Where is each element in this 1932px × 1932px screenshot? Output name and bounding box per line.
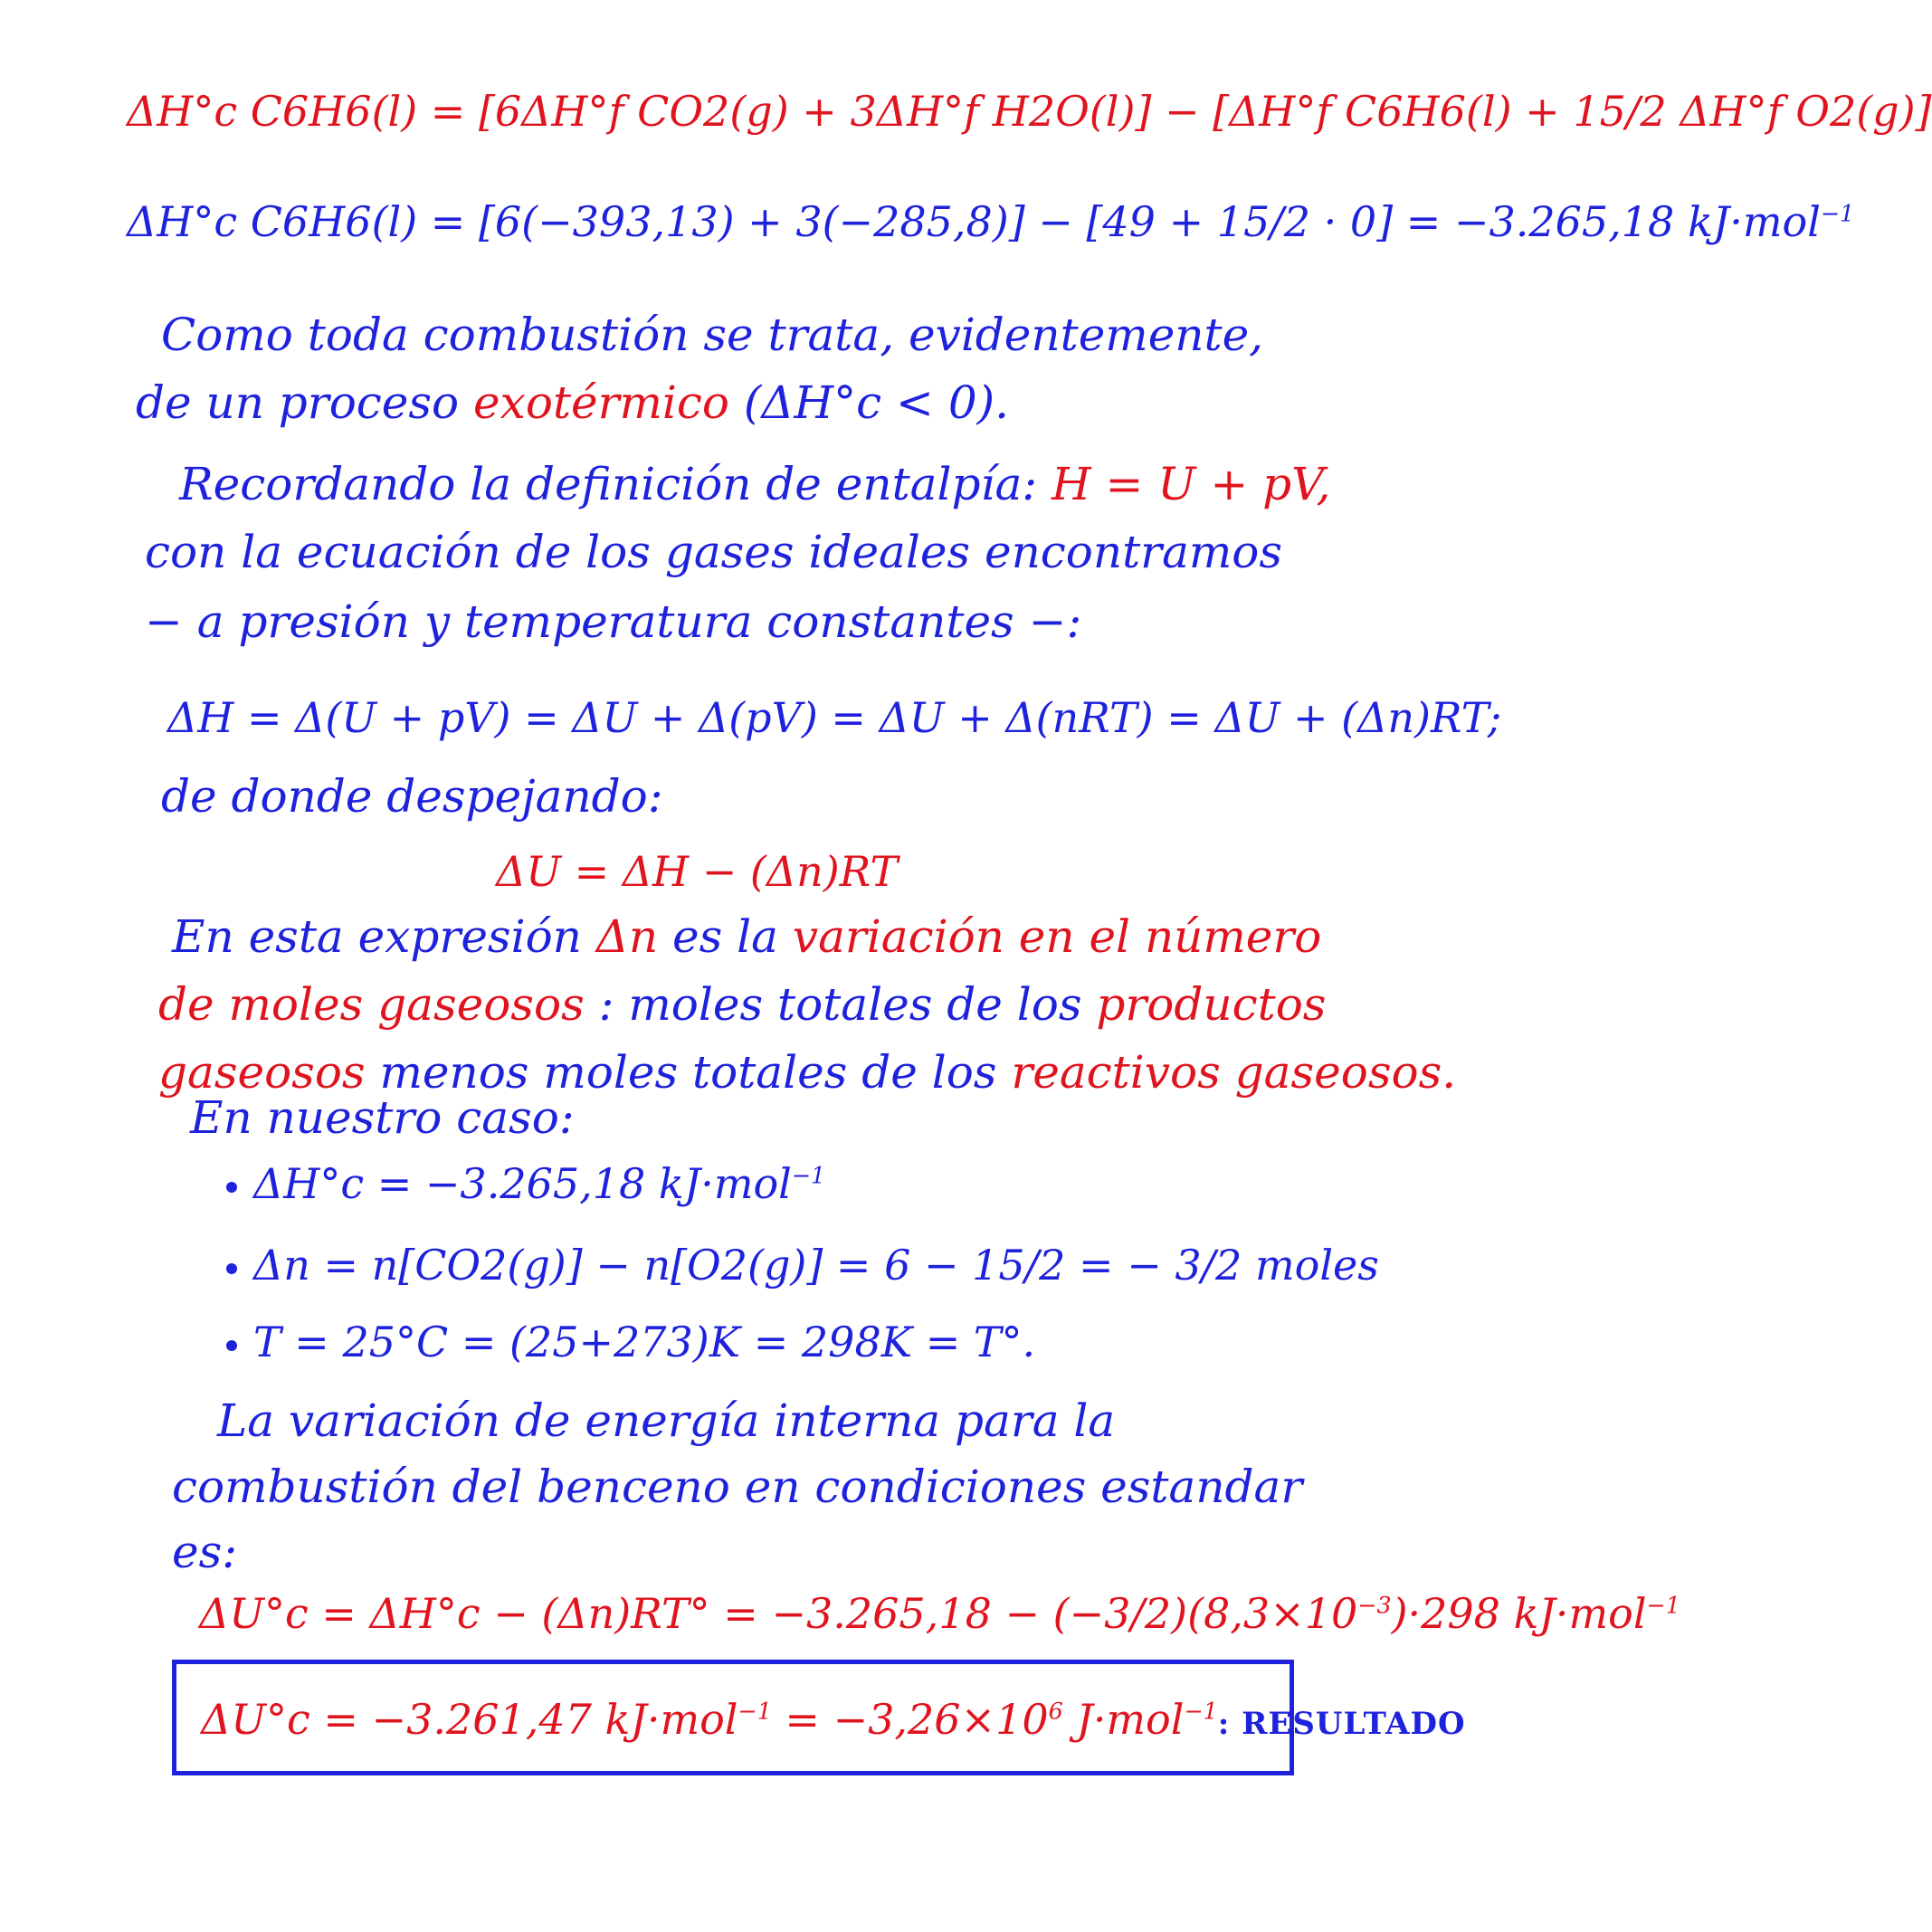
- enthalpy-combustion-formula: [127, 87, 1932, 136]
- bullet-delta-h: [226, 1159, 826, 1208]
- calc-exponent: −1: [1646, 1592, 1680, 1619]
- calc-exponent: −3: [1357, 1592, 1392, 1619]
- calc-exponent: −1: [1820, 200, 1855, 227]
- highlight-products: productos: [1096, 978, 1327, 1031]
- calc-lhs: ΔH°c C6H6(l) = [6(−393,13) + 3(−285,8)] − [49 +: [127, 197, 1217, 246]
- text-segment: En esta expresión: [172, 910, 596, 963]
- bullet-dot: [226, 1182, 237, 1193]
- text-segment: es la: [658, 910, 793, 963]
- highlight-gaseous-moles: de moles gaseosos: [158, 978, 585, 1031]
- result-exponent: 6: [1048, 1698, 1063, 1725]
- text-segment: menos moles totales de los: [365, 1046, 1012, 1099]
- bullet-text: ΔH°c = −3.265,18 kJ·mol: [253, 1159, 792, 1208]
- highlight-variation: variación en el número: [792, 910, 1322, 963]
- highlight-enthalpy-definition: H = U + pV,: [1052, 458, 1331, 510]
- formula-lhs: ΔH°c C6H6(l) = [6ΔH°f CO2(g) + 3ΔH°f H2O(l)] − [ΔH°f C6H6(l) +: [127, 87, 1574, 136]
- result-equation: [201, 1695, 1466, 1744]
- paragraph-3: de donde despejando:: [161, 770, 663, 823]
- calc-part: )·298 kJ·mol: [1391, 1589, 1647, 1638]
- paragraph-4-line-3: [158, 1046, 1457, 1099]
- calc-fraction: 15/2: [1216, 197, 1311, 246]
- enthalpy-derivation-equation: ΔH = Δ(U + pV) = ΔU + Δ(pV) = ΔU + Δ(nRT) = ΔU + (Δn)RT;: [167, 693, 1502, 742]
- enthalpy-combustion-calculation: [127, 197, 1855, 246]
- result-label: : RESULTADO: [1217, 1706, 1466, 1742]
- paragraph-2-line-2: con la ecuación de los gases ideales encontramos: [145, 526, 1283, 578]
- paragraph-6-line-1: La variación de energía interna para la: [217, 1394, 1116, 1447]
- bullet-delta-n: [226, 1241, 1379, 1290]
- bullet-temperature: [226, 1318, 1036, 1366]
- bullet-text: T = 25°C = (25+273)K = 298K = T°.: [253, 1318, 1036, 1366]
- highlight-delta-n: Δn: [595, 910, 659, 963]
- calc-rhs: · 0] = −3.265,18 kJ·mol: [1310, 197, 1821, 246]
- formula-rhs: ΔH°f O2(g)]: [1666, 87, 1932, 136]
- formula-fraction: 15/2: [1573, 87, 1667, 136]
- paragraph-6-line-3: es:: [172, 1526, 238, 1578]
- text-segment: de un proceso: [136, 376, 474, 429]
- paragraph-5: En nuestro caso:: [190, 1091, 575, 1144]
- result-part: = −3,26×10: [771, 1695, 1049, 1744]
- internal-energy-equation: ΔU = ΔH − (Δn)RT: [496, 847, 899, 896]
- text-segment: : moles totales de los: [584, 978, 1097, 1031]
- paragraph-2-line-3: − a presión y temperatura constantes −:: [145, 595, 1082, 648]
- text-segment: Recordando la definición de entalpía:: [179, 458, 1052, 510]
- paragraph-1-line-2: [136, 376, 1010, 429]
- paragraph-4-line-1: [172, 910, 1322, 963]
- text-segment: (ΔH°c < 0).: [729, 376, 1010, 429]
- paragraph-6-line-2: combustión del benceno en condiciones estandar: [172, 1461, 1303, 1513]
- result-part: ΔU°c = −3.261,47 kJ·mol: [201, 1695, 738, 1744]
- paragraph-1-line-1: Como toda combustión se trata, evidentemente,: [161, 309, 1264, 361]
- bullet-exponent: −1: [791, 1162, 826, 1189]
- calc-part: ΔU°c = ΔH°c − (Δn)RT° = −3.265,18 − (−3/2)(8,3×10: [199, 1589, 1358, 1638]
- paragraph-2-line-1: [179, 458, 1331, 510]
- highlight-gaseous: gaseosos: [158, 1046, 366, 1099]
- highlight-reactants: reactivos gaseosos.: [1011, 1046, 1457, 1099]
- result-part: J·mol: [1062, 1695, 1185, 1744]
- bullet-text: Δn = n[CO2(g)] − n[O2(g)] = 6 − 15/2 = − 3/2 moles: [253, 1241, 1379, 1290]
- internal-energy-calculation: [199, 1589, 1680, 1638]
- paragraph-4-line-2: [158, 978, 1327, 1031]
- bullet-dot: [226, 1340, 237, 1351]
- highlight-exothermic: exotérmico: [473, 376, 730, 429]
- result-exponent: −1: [1184, 1698, 1218, 1725]
- result-exponent: −1: [738, 1698, 772, 1725]
- bullet-dot: [226, 1263, 237, 1274]
